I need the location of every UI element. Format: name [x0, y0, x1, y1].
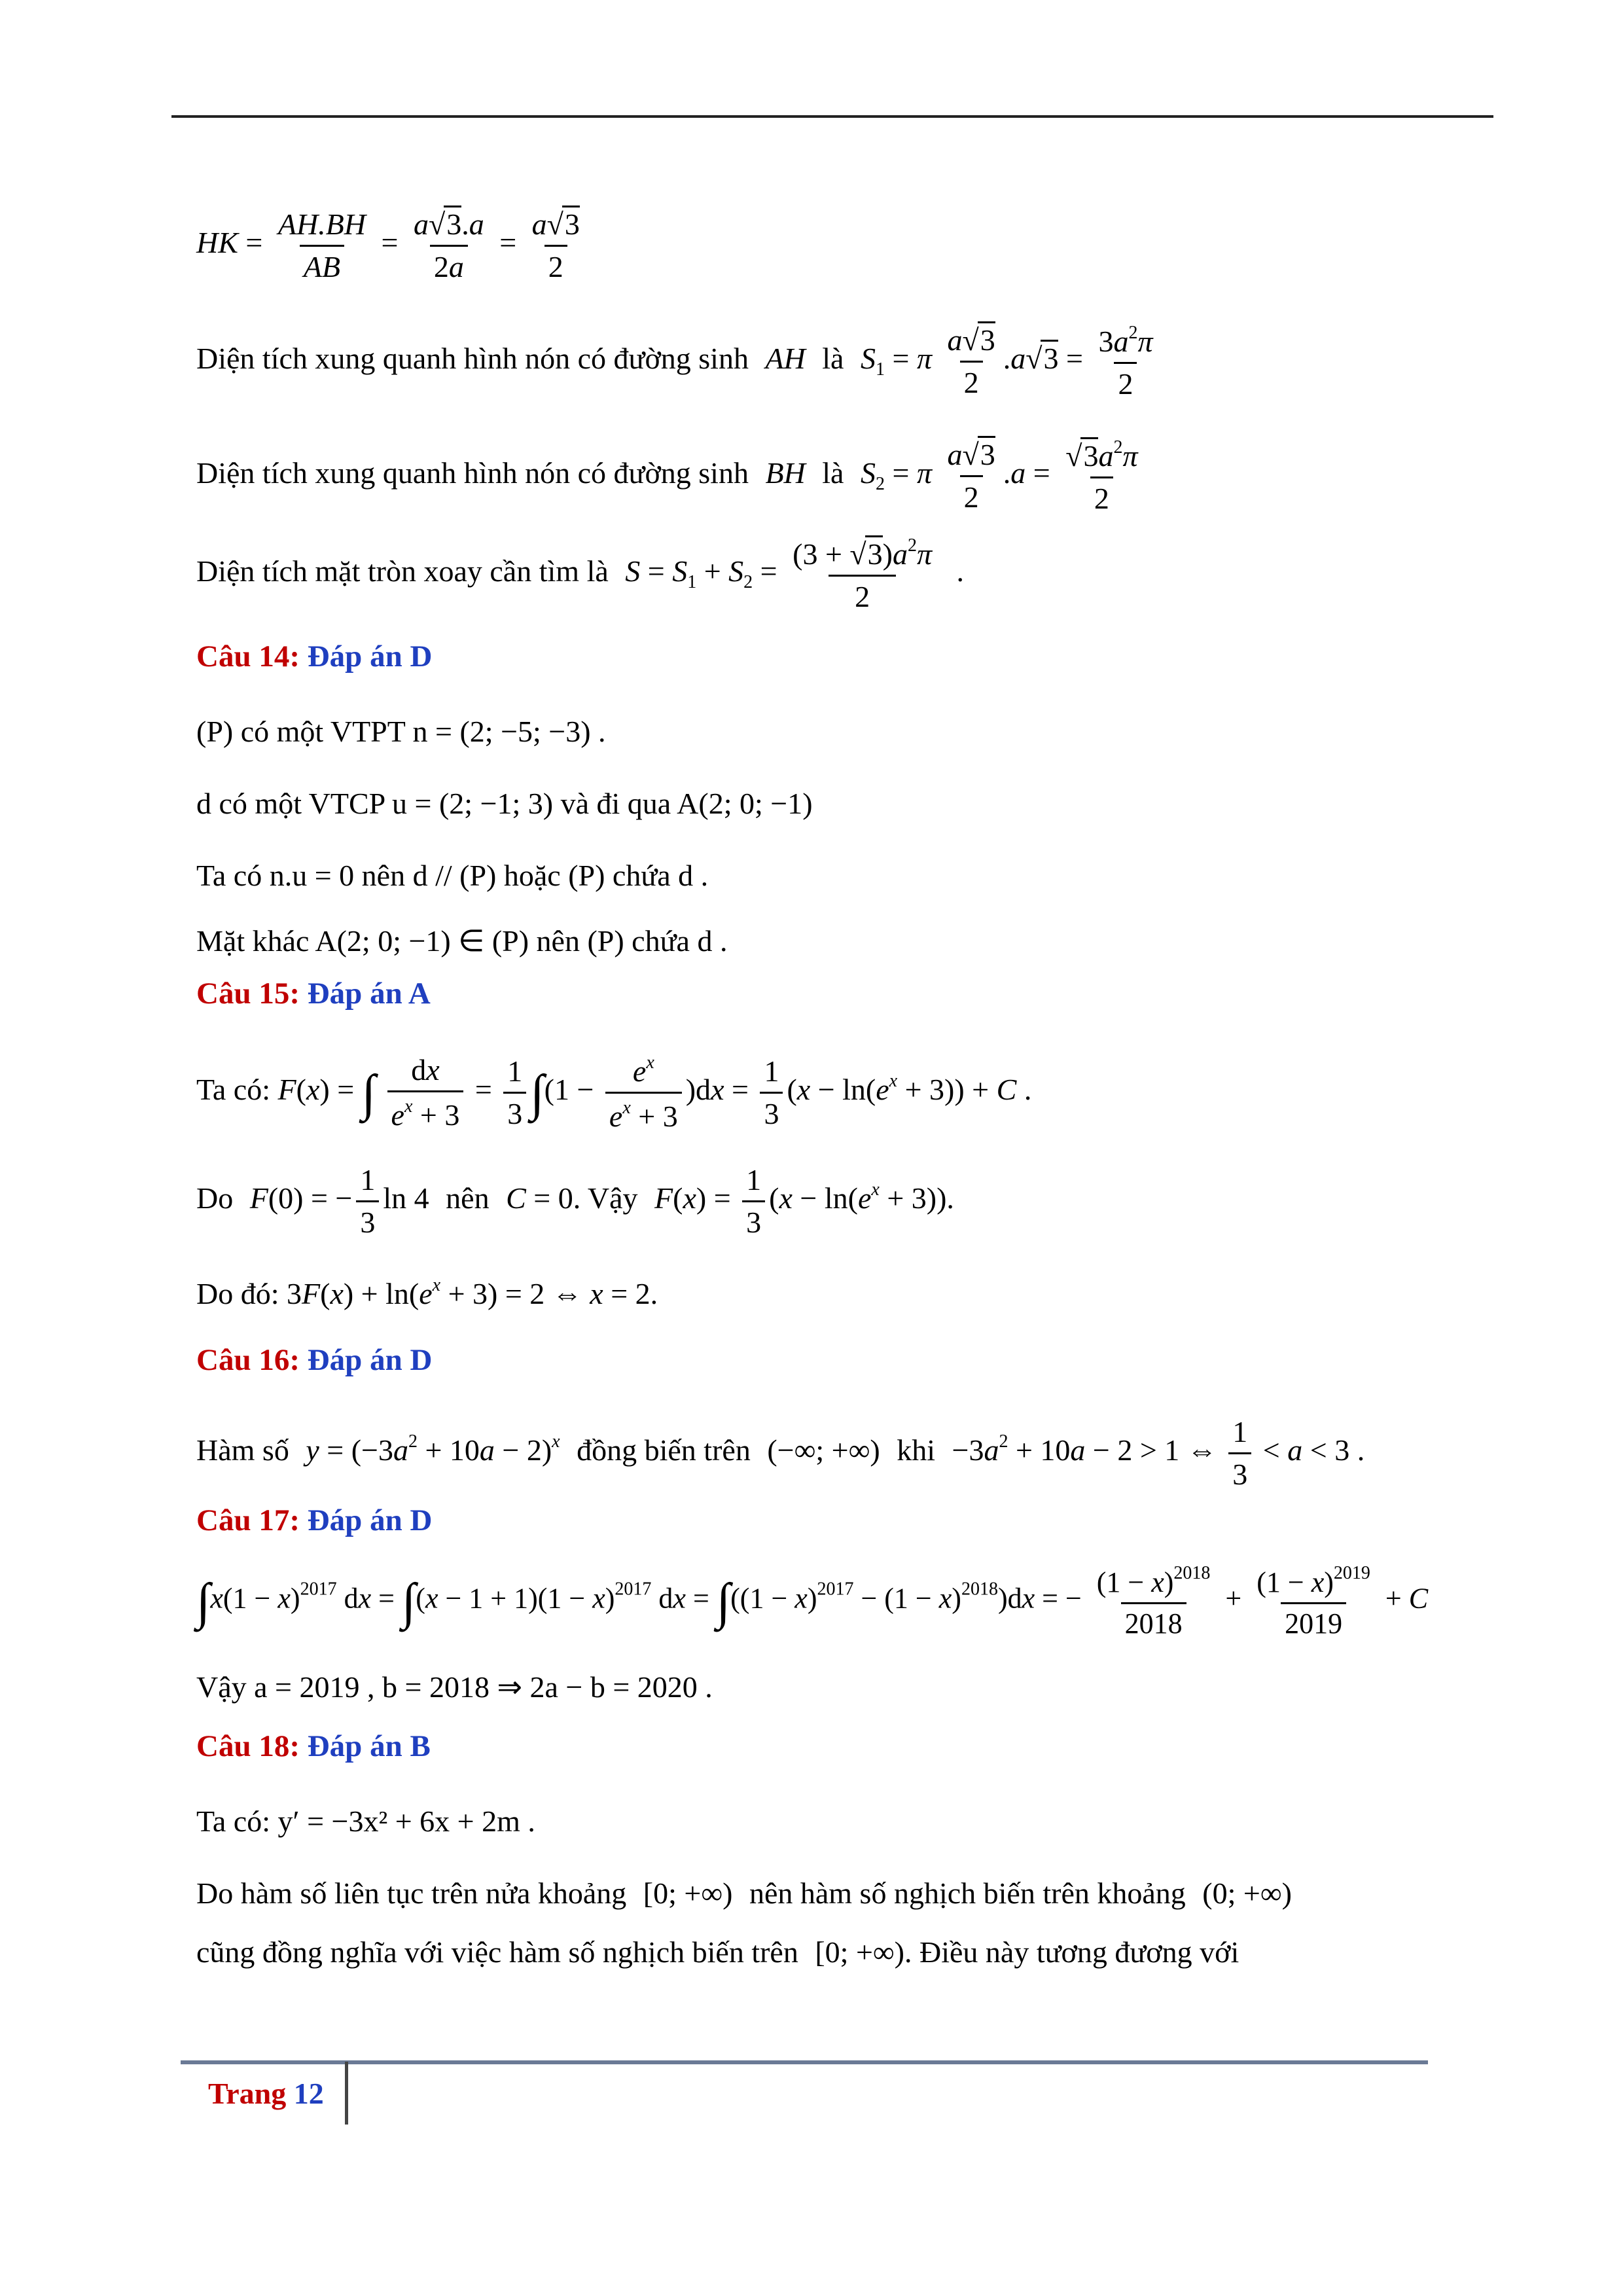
q14-line3: Ta có n.u = 0 nên d // (P) hoặc (P) chứa d . — [196, 859, 709, 892]
q16-heading — [196, 1345, 432, 1376]
s-total-line: Diện tích mặt tròn xoay cần tìm là $S = S_1 + S_2$ = $\frac{(3 + √3)a^2\pi}{2}$ . — [196, 535, 965, 613]
q15-answer: Đáp án A — [307, 977, 431, 1011]
q14-answer: Đáp án D — [307, 639, 433, 673]
footer-label: Trang — [208, 2077, 287, 2110]
q18-l2-a: Do hàm số liên tục trên nửa khoảng — [196, 1876, 627, 1910]
s-total-text: Diện tích mặt tròn xoay cần tìm là — [196, 554, 609, 588]
q15-title: Câu 15: — [196, 977, 300, 1011]
page-footer — [208, 2076, 324, 2111]
footer-rule — [181, 2060, 1428, 2064]
q17-title: Câu 17: — [196, 1503, 300, 1537]
q16-answer: Đáp án D — [307, 1343, 433, 1377]
s1-la: là — [822, 342, 844, 376]
q15-l2-vay: . Vậy — [573, 1181, 638, 1215]
q18-l3-b: . Điều này tương đương với — [904, 1935, 1240, 1969]
hk-formula: HK = $\frac{AH.BH}{AB}$ = $\frac{a√3.a}{2a}$ = $\frac{a√3}{2}$ — [196, 209, 588, 282]
q16-l1-b: đồng biến trên — [577, 1433, 751, 1467]
q17-line1: $\int x(1 - x)^{2017}$ dx = $\int(x - 1 + 1)(1 - x)^{2017}$ dx = $\int((1 - x)^{2017} - (1 - x)^{2018})dx$ = − $\frac{(1 - x)^{2018}}{2018}$ + $\frac{(1 - x)^{2019}}{2019}$ + C — [196, 1563, 1429, 1640]
q15-l1-prefix: Ta có: — [196, 1073, 271, 1107]
q18-l2-b: nên hàm số nghịch biến trên khoảng — [749, 1876, 1186, 1910]
q18-l3-a: cũng đồng nghĩa với việc hàm số nghịch biến trên — [196, 1935, 798, 1969]
page-number: 12 — [293, 2077, 324, 2110]
q15-line1: Ta có: F(x) = ∫ $\frac{dx}{e^x + 3}$ = $\frac{1}{3}$ ∫(1 − $\frac{e^x}{e^x + 3}$ )dx = $\frac{1}{3}$ $(x - \ln(e^x + 3)) + C$ . — [196, 1052, 1032, 1133]
q17-heading — [196, 1505, 432, 1536]
s1-line: Diện tích xung quanh hình nón có đường sinh AH là $S_1 = \pi$ $\frac{a√3}{2}$ .a√3 = $\frac{3a^2\pi}{2}$ — [196, 323, 1153, 401]
q16-title: Câu 16: — [196, 1343, 300, 1377]
q18-line2: Do hàm số liên tục trên nửa khoảng [0; +∞) nên hàm số nghịch biến trên khoảng (0; +∞) — [196, 1876, 1292, 1910]
q17-answer: Đáp án D — [307, 1503, 433, 1537]
q15-heading — [196, 978, 431, 1009]
q15-line3: Do đó: $3F(x) + \ln(e^x + 3) = 2$ ⇔ x = 2. — [196, 1275, 658, 1310]
q16-l1-c: khi — [897, 1433, 935, 1467]
q18-heading — [196, 1731, 431, 1762]
q14-title: Câu 14: — [196, 639, 300, 673]
q18-answer: Đáp án B — [307, 1729, 431, 1763]
s2-line: Diện tích xung quanh hình nón có đường sinh BH là $S_2 = \pi$ $\frac{a√3}{2}$ .a = $\frac{√3a^2\pi}{2}$ — [196, 437, 1138, 515]
s1-var: AH — [765, 342, 806, 376]
q18-line3: cũng đồng nghĩa với việc hàm số nghịch biến trên [0; +∞). Điều này tương đương với — [196, 1935, 1240, 1969]
footer-separator — [345, 2062, 348, 2125]
q15-l2-do: Do — [196, 1181, 234, 1215]
q15-l2-nen: nên — [446, 1181, 490, 1215]
q14-line4: Mặt khác A(2; 0; −1) ∈ (P) nên (P) chứa d . — [196, 924, 728, 958]
q16-line1: Hàm số $y = (-3a^2 + 10a - 2)^x$ đồng biến trên (−∞; +∞) khi $-3a^2 + 10a - 2 > 1$ ⇔ $\frac{1}{3}$ < a < 3 . — [196, 1415, 1365, 1491]
q15-l3-prefix: Do đó: — [196, 1277, 279, 1310]
q18-line1: Ta có: y′ = −3x² + 6x + 2m . — [196, 1804, 535, 1838]
q15-line2: Do F(0) = − $\frac{1}{3}$ ln 4 nên C = 0. Vậy F(x) = $\frac{1}{3}$ $(x - \ln(e^x + 3))$. — [196, 1163, 954, 1239]
q18-title: Câu 18: — [196, 1729, 300, 1763]
s2-var: BH — [765, 456, 806, 490]
q17-line2: Vậy a = 2019 , b = 2018 ⇒ 2a − b = 2020 . — [196, 1670, 713, 1704]
s2-la: là — [822, 456, 844, 490]
q16-l1-a: Hàm số — [196, 1433, 289, 1467]
q14-heading — [196, 641, 432, 672]
s2-text: Diện tích xung quanh hình nón có đường sinh — [196, 456, 749, 490]
q14-line1: (P) có một VTPT n = (2; −5; −3) . — [196, 715, 606, 748]
q14-line2: d có một VTCP u = (2; −1; 3) và đi qua A(2; 0; −1) — [196, 787, 813, 820]
s1-text: Diện tích xung quanh hình nón có đường sinh — [196, 342, 749, 376]
header-rule — [171, 115, 1493, 118]
